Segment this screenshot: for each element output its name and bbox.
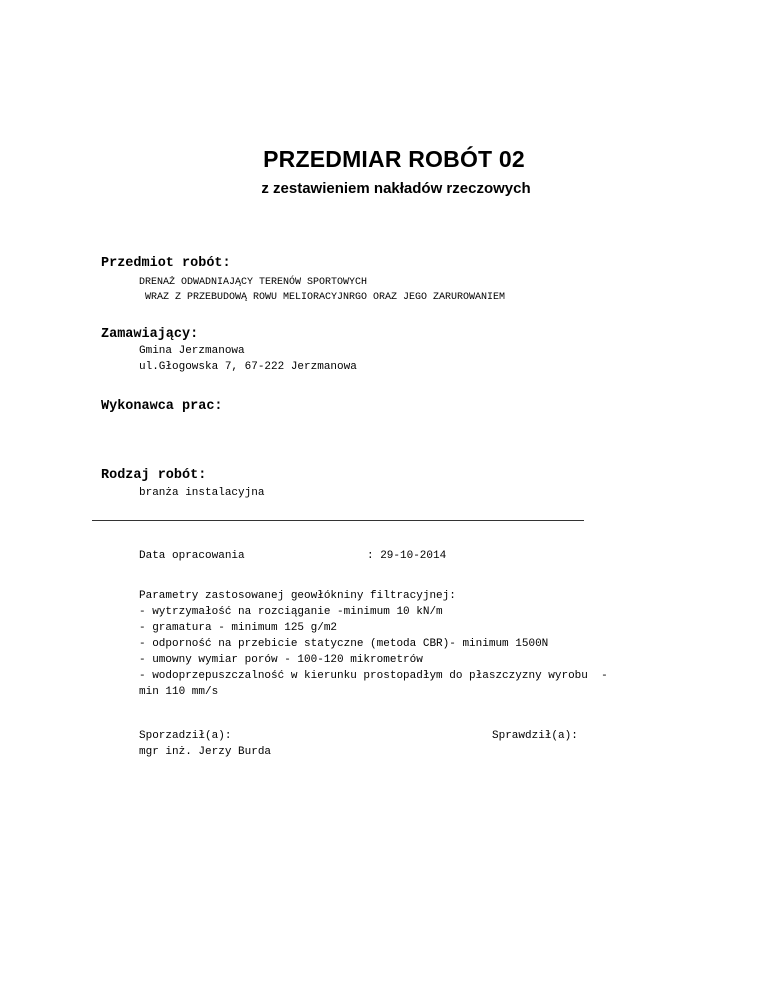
client-line-1: Gmina Jerzmanowa bbox=[139, 345, 245, 357]
param-item: - umowny wymiar porów - 100-120 mikrometrów bbox=[139, 654, 423, 666]
subject-line-2: WRAZ Z PRZEBUDOWĄ ROWU MELIORACYJNRGO ORAZ JEGO ZARUROWANIEM bbox=[139, 292, 506, 303]
param-item: - gramatura - minimum 125 g/m2 bbox=[139, 622, 338, 634]
contractor-heading: Wykonawca prac: bbox=[101, 399, 223, 414]
document-title: PRZEDMIAR ROBÓT 02 bbox=[263, 146, 525, 172]
param-item: min 110 mm/s bbox=[139, 686, 219, 698]
works-value: branża instalacyjna bbox=[139, 487, 265, 499]
date-value: : 29-10-2014 bbox=[367, 550, 447, 562]
subject-line-1: DRENAŻ ODWADNIAJĄCY TERENÓW SPORTOWYCH bbox=[139, 277, 368, 288]
param-item: - wytrzymałość na rozciąganie -minimum 10 kN/m bbox=[139, 606, 443, 618]
client-heading: Zamawiający: bbox=[101, 327, 199, 342]
prepared-by-name: mgr inż. Jerzy Burda bbox=[139, 746, 272, 758]
client-line-2: ul.Głogowska 7, 67-222 Jerzmanowa bbox=[139, 361, 357, 373]
date-label: Data opracowania bbox=[139, 550, 245, 562]
divider bbox=[92, 520, 584, 521]
subject-heading: Przedmiot robót: bbox=[101, 256, 231, 271]
prepared-by-label: Sporzadził(a): bbox=[139, 730, 232, 742]
param-item: - odporność na przebicie statyczne (metoda CBR)- minimum 1500N bbox=[139, 638, 549, 650]
param-item: - wodoprzepuszczalność w kierunku prostopadłym do płaszczyzny wyrobu - bbox=[139, 670, 608, 682]
works-heading: Rodzaj robót: bbox=[101, 468, 207, 483]
document-subtitle: z zestawieniem nakładów rzeczowych bbox=[261, 180, 531, 197]
params-title: Parametry zastosowanej geowłókniny filtracyjnej: bbox=[139, 590, 456, 602]
checked-by-label: Sprawdził(a): bbox=[492, 730, 578, 742]
